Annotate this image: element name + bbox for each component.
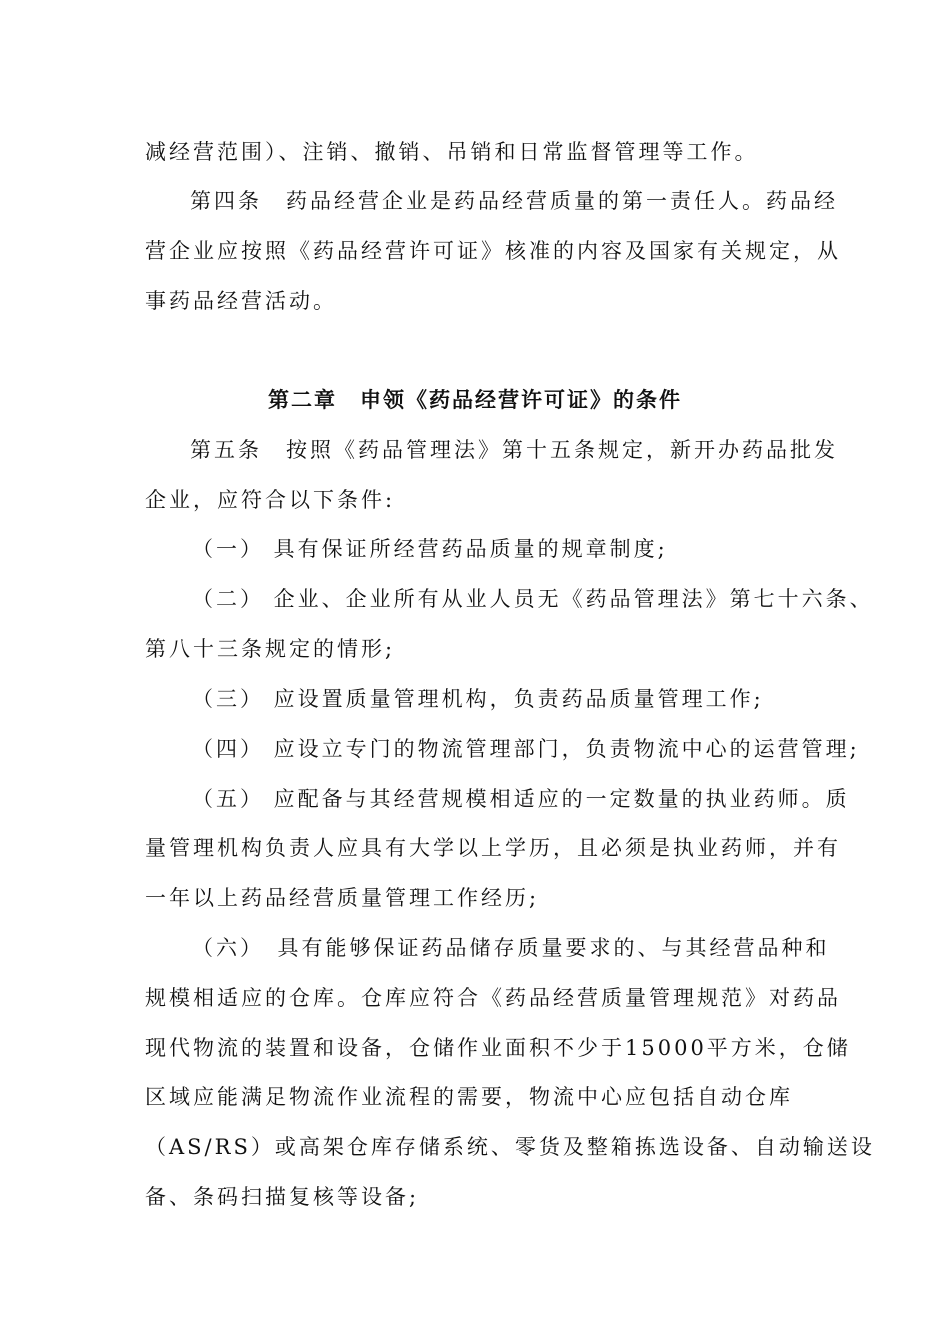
paragraph-line: 减经营范围）、注销、撤销、吊销和日常监督管理等工作。 bbox=[145, 140, 759, 164]
article-5-line: 第五条 按照《药品管理法》第十五条规定，新开办药品批发 bbox=[190, 438, 838, 462]
list-item-2: （二） 企业、企业所有从业人员无《药品管理法》第七十六条、 bbox=[192, 587, 874, 611]
paragraph-line: 备、条码扫描复核等设备; bbox=[145, 1185, 420, 1209]
paragraph-line: 量管理机构负责人应具有大学以上学历，且必须是执业药师，并有 bbox=[145, 836, 841, 860]
list-item-1: （一） 具有保证所经营药品质量的规章制度; bbox=[192, 537, 668, 561]
chapter-heading: 第二章 申领《药品经营许可证》的条件 bbox=[268, 387, 682, 412]
paragraph-line: 一年以上药品经营质量管理工作经历; bbox=[145, 886, 540, 910]
list-item-3: （三） 应设置质量管理机构，负责药品质量管理工作; bbox=[192, 687, 764, 711]
paragraph-line: 现代物流的装置和设备，仓储作业面积不少于15000平方米，仓储 bbox=[145, 1036, 851, 1060]
list-item-5: （五） 应配备与其经营规模相适应的一定数量的执业药师。质 bbox=[192, 787, 850, 811]
list-item-4: （四） 应设立专门的物流管理部门，负责物流中心的运营管理; bbox=[192, 737, 860, 761]
paragraph-line: 第八十三条规定的情形; bbox=[145, 637, 396, 661]
paragraph-line: 事药品经营活动。 bbox=[145, 289, 337, 313]
paragraph-line: 规模相适应的仓库。仓库应符合《药品经营质量管理规范》对药品 bbox=[145, 986, 841, 1010]
paragraph-line: 营企业应按照《药品经营许可证》核准的内容及国家有关规定，从 bbox=[145, 239, 841, 263]
paragraph-line: （AS/RS）或高架仓库存储系统、零货及整箱拣选设备、自动输送设 bbox=[145, 1135, 875, 1159]
paragraph-line: 区域应能满足物流作业流程的需要，物流中心应包括自动仓库 bbox=[145, 1085, 793, 1109]
article-4-line: 第四条 药品经营企业是药品经营质量的第一责任人。药品经 bbox=[190, 189, 838, 213]
list-item-6: （六） 具有能够保证药品储存质量要求的、与其经营品种和 bbox=[192, 936, 830, 960]
paragraph-line: 企业，应符合以下条件: bbox=[145, 488, 396, 512]
